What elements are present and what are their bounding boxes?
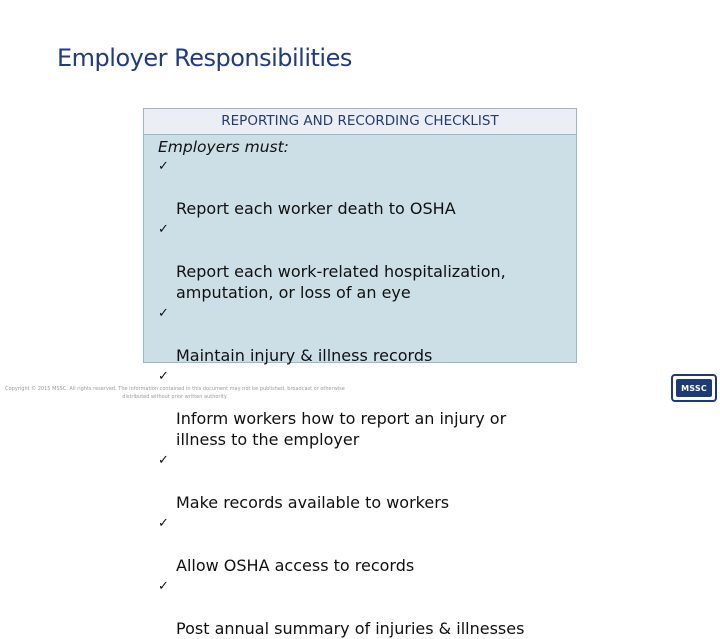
checklist-item	[158, 513, 576, 576]
checklist-item-text: Report each work-related hospitalization, amputation, or loss of an eye	[176, 262, 506, 302]
checkmark-icon: ✓	[158, 306, 169, 321]
checklist-item-text: Post annual summary of injuries & illnesses	[176, 619, 525, 638]
checklist-item	[158, 450, 576, 513]
checklist-item	[158, 303, 576, 366]
checklist-item	[158, 219, 576, 303]
checklist-item-text: Maintain injury & illness records	[176, 346, 433, 365]
copyright-notice: Copyright © 2015 MSSC. All rights reserved. The information contained in this document may not be published, broadcast or otherwise distributed without prior written authority.	[5, 386, 345, 400]
checklist-item-text: Make records available to workers	[176, 493, 450, 512]
checklist-header: REPORTING AND RECORDING CHECKLIST	[144, 109, 576, 135]
checkmark-icon: ✓	[158, 369, 169, 384]
page-title: Employer Responsibilities	[57, 44, 352, 72]
checkmark-icon: ✓	[158, 222, 169, 237]
checklist-item-text: Report each worker death to OSHA	[176, 199, 456, 218]
checkmark-icon: ✓	[158, 453, 169, 468]
checkmark-icon: ✓	[158, 516, 169, 531]
checklist-intro: Employers must:	[158, 138, 289, 156]
checklist-item-text: Allow OSHA access to records	[176, 556, 415, 575]
checklist-item	[158, 366, 576, 450]
checkmark-icon: ✓	[158, 159, 169, 174]
checklist-item-text: Inform workers how to report an injury or illness to the employer	[176, 409, 507, 449]
checklist-item	[158, 156, 576, 219]
logo-text: MSSC	[676, 379, 712, 397]
checklist-item	[158, 576, 576, 639]
checkmark-icon: ✓	[158, 579, 169, 594]
mssc-logo	[671, 374, 717, 402]
